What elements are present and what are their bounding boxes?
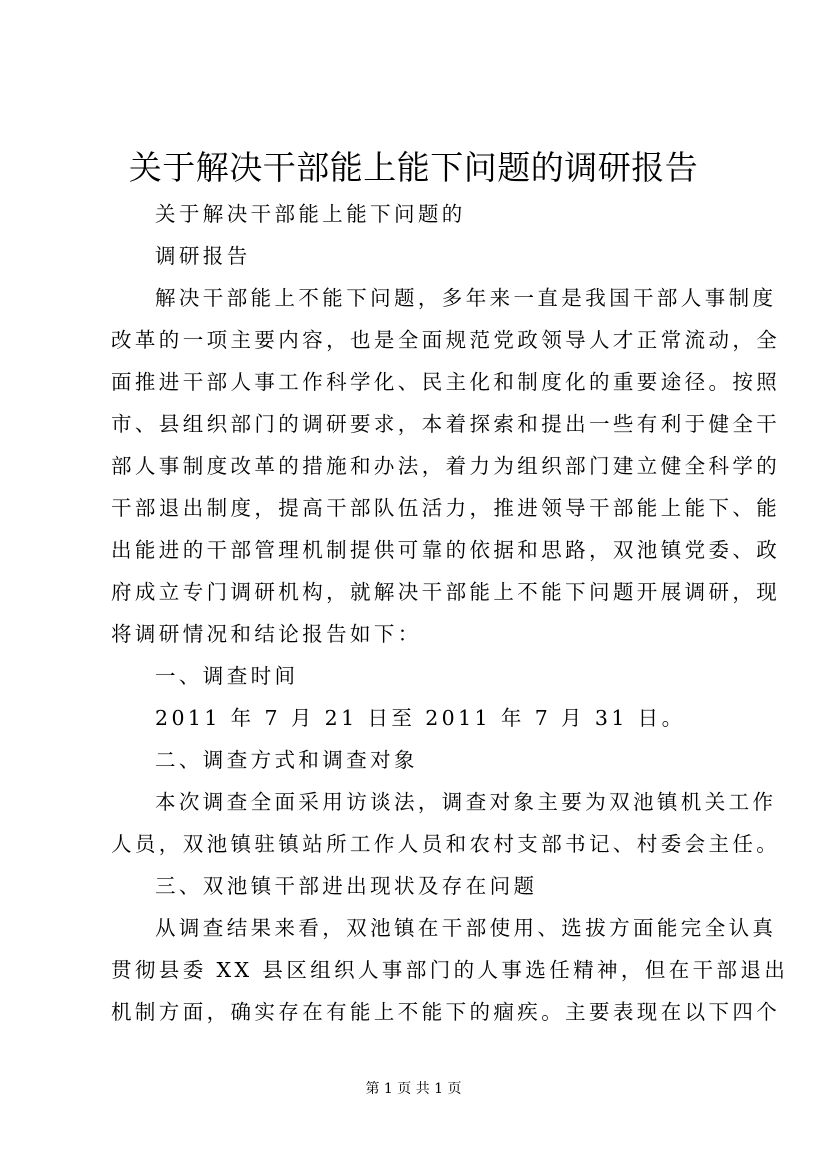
paragraph-line: 市、县组织部门的调研要求，本着探索和提出一些有利于健全干 (111, 412, 781, 436)
subtitle-line-1: 关于解决干部能上能下问题的 (155, 202, 466, 226)
paragraph-line: 部人事制度改革的措施和办法，着力为组织部门建立健全科学的 (111, 454, 781, 478)
paragraph-line: 本次调查全面采用访谈法，调查对象主要为双池镇机关工作 (155, 790, 777, 814)
paragraph-line: 出能进的干部管理机制提供可靠的依据和思路，双池镇党委、政 (111, 538, 781, 562)
paragraph-line: 机制方面，确实存在有能上不能下的痼疾。主要表现在以下四个 (111, 1000, 781, 1024)
paragraph-line: 解决干部能上不能下问题，多年来一直是我国干部人事制度 (155, 286, 777, 310)
paragraph-line: 干部退出制度，提高干部队伍活力，推进领导干部能上能下、能 (111, 496, 781, 520)
section-heading-2: 二、调查方式和调查对象 (155, 748, 418, 772)
page-footer: 第 1 页 共 1 页 (365, 1081, 462, 1097)
section-heading-1: 一、调查时间 (155, 664, 299, 688)
paragraph-line: 面推进干部人事工作科学化、民主化和制度化的重要途径。按照 (111, 370, 781, 394)
paragraph-line: 将调研情况和结论报告如下： (111, 622, 422, 646)
paragraph-line: 贯彻县委 XX 县区组织人事部门的人事选任精神，但在干部退出 (111, 958, 789, 982)
section-heading-3: 三、双池镇干部进出现状及存在问题 (155, 874, 538, 898)
document-title: 关于解决干部能上能下问题的调研报告 (128, 148, 699, 187)
paragraph-line: 府成立专门调研机构，就解决干部能上不能下问题开展调研，现 (111, 580, 781, 604)
paragraph-line: 2011 年 7 月 21 日至 2011 年 7 月 31 日。 (155, 706, 686, 730)
paragraph-line: 人员，双池镇驻镇站所工作人员和农村支部书记、村委会主任。 (111, 832, 781, 856)
subtitle-line-2: 调研报告 (155, 244, 251, 268)
paragraph-line: 改革的一项主要内容，也是全面规范党政领导人才正常流动，全 (111, 328, 781, 352)
document-body (111, 193, 789, 1033)
paragraph-line: 从调查结果来看，双池镇在干部使用、选拔方面能完全认真 (155, 916, 777, 940)
